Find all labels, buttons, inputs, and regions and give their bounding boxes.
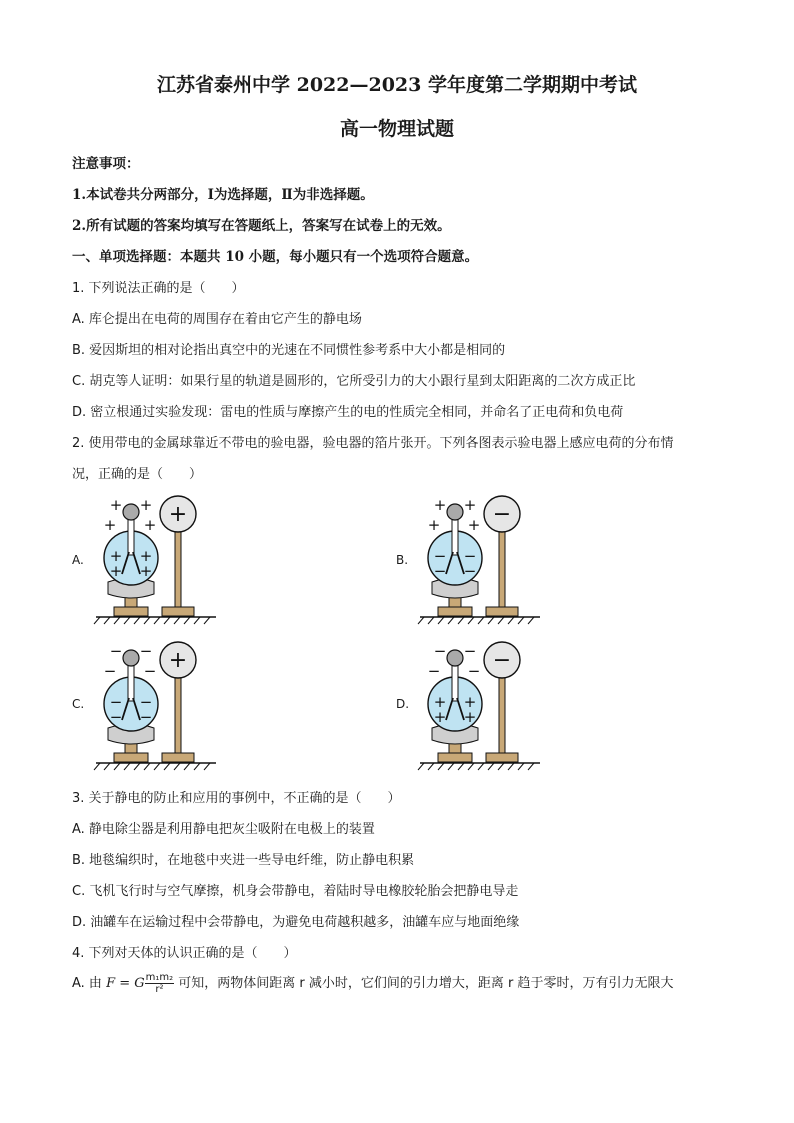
electroscope-figure-a: [92, 490, 232, 625]
formula-lhs: F = G: [106, 976, 145, 991]
ground-hatch: [468, 617, 474, 624]
ground-hatch: [418, 617, 424, 624]
q4-option-a-suffix: 可知，两物体间距离 r 减小时，它们间的引力增大，距离 r 趋于零时，万有引力无限大: [178, 976, 674, 991]
inner-charge-sign: +: [463, 693, 477, 711]
ground-hatch: [184, 617, 190, 624]
ground-hatch: [488, 763, 494, 770]
ground-hatch: [164, 617, 170, 624]
q2-label-b: B.: [396, 553, 409, 567]
ground-hatch: [468, 763, 474, 770]
ground-hatch: [458, 617, 464, 624]
electroscope-knob: [123, 504, 139, 520]
section-1-heading: 一、单项选择题：本题共 10 小题，每小题只有一个选项符合题意。: [72, 249, 479, 265]
q2-label-d: D.: [396, 697, 410, 711]
ground-hatch: [104, 617, 110, 624]
ground-hatch: [154, 763, 160, 770]
stand-pole: [175, 527, 181, 607]
formula-denominator: r²: [155, 984, 164, 995]
inner-charge-sign: +: [139, 547, 153, 565]
ground-hatch: [428, 617, 434, 624]
ground-hatch: [418, 763, 424, 770]
ground-hatch: [488, 617, 494, 624]
exam-subtitle: 高一物理试题: [339, 118, 454, 140]
inner-charge-sign: −: [109, 708, 123, 726]
ground-hatch: [498, 617, 504, 624]
top-charge-sign: +: [109, 496, 123, 514]
charged-sphere-sign: +: [168, 502, 188, 527]
q4-option-a-prefix: A. 由: [72, 976, 102, 991]
q2-label-a: A.: [72, 553, 84, 567]
ground-hatch: [478, 763, 484, 770]
ground-hatch: [174, 763, 180, 770]
q2-stem-line1: 2. 使用带电的金属球靠近不带电的验电器，验电器的箔片张开。下列各图表示验电器上感应电荷的分布情: [72, 436, 674, 451]
ground-hatch: [204, 617, 210, 624]
top-charge-sign: +: [467, 516, 481, 534]
electroscope-figure-b: [416, 490, 556, 625]
top-charge-sign: −: [463, 642, 477, 660]
ground-hatch: [194, 763, 200, 770]
ground-hatch: [528, 763, 534, 770]
ground-hatch: [194, 617, 200, 624]
stand-pole: [499, 527, 505, 607]
stand-base: [162, 607, 194, 616]
ground-hatch: [144, 763, 150, 770]
ground-hatch: [94, 617, 100, 624]
charged-sphere-sign: +: [168, 648, 188, 673]
top-charge-sign: +: [103, 516, 117, 534]
ground-hatch: [518, 617, 524, 624]
ground-hatch: [508, 763, 514, 770]
top-charge-sign: +: [463, 496, 477, 514]
top-charge-sign: −: [109, 642, 123, 660]
ground-hatch: [438, 617, 444, 624]
ground-hatch: [134, 617, 140, 624]
notes-item-2: 2.所有试题的答案均填写在答题纸上，答案写在试卷上的无效。: [72, 218, 451, 234]
ground-hatch: [428, 763, 434, 770]
ground-hatch: [448, 763, 454, 770]
top-charge-sign: −: [139, 642, 153, 660]
top-charge-sign: −: [433, 642, 447, 660]
stand-pole: [175, 673, 181, 753]
inner-charge-sign: −: [433, 547, 447, 565]
inner-charge-sign: +: [433, 693, 447, 711]
inner-charge-sign: −: [433, 562, 447, 580]
inner-charge-sign: +: [109, 547, 123, 565]
stand-base: [162, 753, 194, 762]
ground-hatch: [134, 763, 140, 770]
ground-hatch: [448, 617, 454, 624]
exam-title: 江苏省泰州中学 2022—2023 学年度第二学期期中考试: [157, 74, 637, 96]
q3-option-b: B. 地毯编织时，在地毯中夹进一些导电纤维，防止静电积累: [72, 853, 415, 868]
top-charge-sign: −: [143, 662, 157, 680]
ground-hatch: [478, 617, 484, 624]
q2-stem-line2: 况，正确的是（ ）: [72, 467, 203, 482]
charged-sphere-sign: −: [492, 502, 512, 527]
electroscope-base: [438, 607, 472, 616]
inner-charge-sign: +: [433, 708, 447, 726]
ground-hatch: [94, 763, 100, 770]
ground-hatch: [144, 617, 150, 624]
top-charge-sign: −: [467, 662, 481, 680]
inner-charge-sign: −: [109, 693, 123, 711]
q1-option-d: D. 密立根通过实验发现：雷电的性质与摩擦产生的电的性质完全相同，并命名了正电荷和负电荷: [72, 405, 624, 420]
inner-charge-sign: +: [463, 708, 477, 726]
ground-hatch: [104, 763, 110, 770]
ground-hatch: [438, 763, 444, 770]
q4-stem: 4. 下列对天体的认识正确的是（ ）: [72, 946, 297, 961]
inner-charge-sign: +: [109, 562, 123, 580]
stand-base: [486, 753, 518, 762]
q2-label-c: C.: [72, 697, 85, 711]
electroscope-base: [114, 607, 148, 616]
ground-hatch: [528, 617, 534, 624]
ground-hatch: [164, 763, 170, 770]
inner-charge-sign: −: [463, 562, 477, 580]
ground-hatch: [518, 763, 524, 770]
formula-fraction: [145, 972, 175, 995]
stand-pole: [499, 673, 505, 753]
top-charge-sign: +: [139, 496, 153, 514]
q3-stem: 3. 关于静电的防止和应用的事例中，不正确的是（ ）: [72, 791, 401, 806]
electroscope-rod: [452, 663, 458, 701]
charged-sphere-sign: −: [492, 648, 512, 673]
electroscope-knob: [447, 504, 463, 520]
electroscope-rod: [128, 663, 134, 701]
inner-charge-sign: −: [139, 708, 153, 726]
ground-hatch: [498, 763, 504, 770]
top-charge-sign: +: [143, 516, 157, 534]
ground-hatch: [124, 763, 130, 770]
ground-hatch: [114, 617, 120, 624]
electroscope-figure-c: [92, 636, 232, 771]
q1-option-b: B. 爱因斯坦的相对论指出真空中的光速在不同惯性参考系中大小都是相同的: [72, 343, 506, 358]
electroscope-knob: [123, 650, 139, 666]
ground-hatch: [204, 763, 210, 770]
electroscope-rod: [452, 517, 458, 555]
q1-option-a: A. 库仑提出在电荷的周围存在着由它产生的静电场: [72, 312, 362, 327]
q1-stem: 1. 下列说法正确的是（ ）: [72, 281, 245, 296]
ground-hatch: [174, 617, 180, 624]
stand-base: [486, 607, 518, 616]
inner-charge-sign: +: [139, 562, 153, 580]
ground-hatch: [458, 763, 464, 770]
formula-numerator: m₁m₂: [145, 972, 174, 983]
electroscope-figure-d: [416, 636, 556, 771]
notes-item-1: 1.本试卷共分两部分，Ⅰ为选择题，Ⅱ为非选择题。: [72, 187, 374, 203]
inner-charge-sign: −: [139, 693, 153, 711]
top-charge-sign: −: [427, 662, 441, 680]
ground-hatch: [124, 617, 130, 624]
electroscope-rod: [128, 517, 134, 555]
q4-option-a: [72, 972, 674, 995]
ground-hatch: [184, 763, 190, 770]
q1-option-c: C. 胡克等人证明：如果行星的轨道是圆形的，它所受引力的大小跟行星到太阳距离的二次方成正比: [72, 374, 636, 389]
ground-hatch: [114, 763, 120, 770]
ground-hatch: [154, 617, 160, 624]
notes-heading: 注意事项：: [72, 156, 140, 172]
inner-charge-sign: −: [463, 547, 477, 565]
q3-option-d: D. 油罐车在运输过程中会带静电，为避免电荷越积越多，油罐车应与地面绝缘: [72, 915, 520, 930]
ground-hatch: [508, 617, 514, 624]
top-charge-sign: +: [433, 496, 447, 514]
q3-option-c: C. 飞机飞行时与空气摩擦，机身会带静电，着陆时导电橡胶轮胎会把静电导走: [72, 884, 519, 899]
electroscope-base: [114, 753, 148, 762]
top-charge-sign: −: [103, 662, 117, 680]
electroscope-knob: [447, 650, 463, 666]
electroscope-base: [438, 753, 472, 762]
top-charge-sign: +: [427, 516, 441, 534]
q3-option-a: A. 静电除尘器是利用静电把灰尘吸附在电极上的装置: [72, 822, 375, 837]
